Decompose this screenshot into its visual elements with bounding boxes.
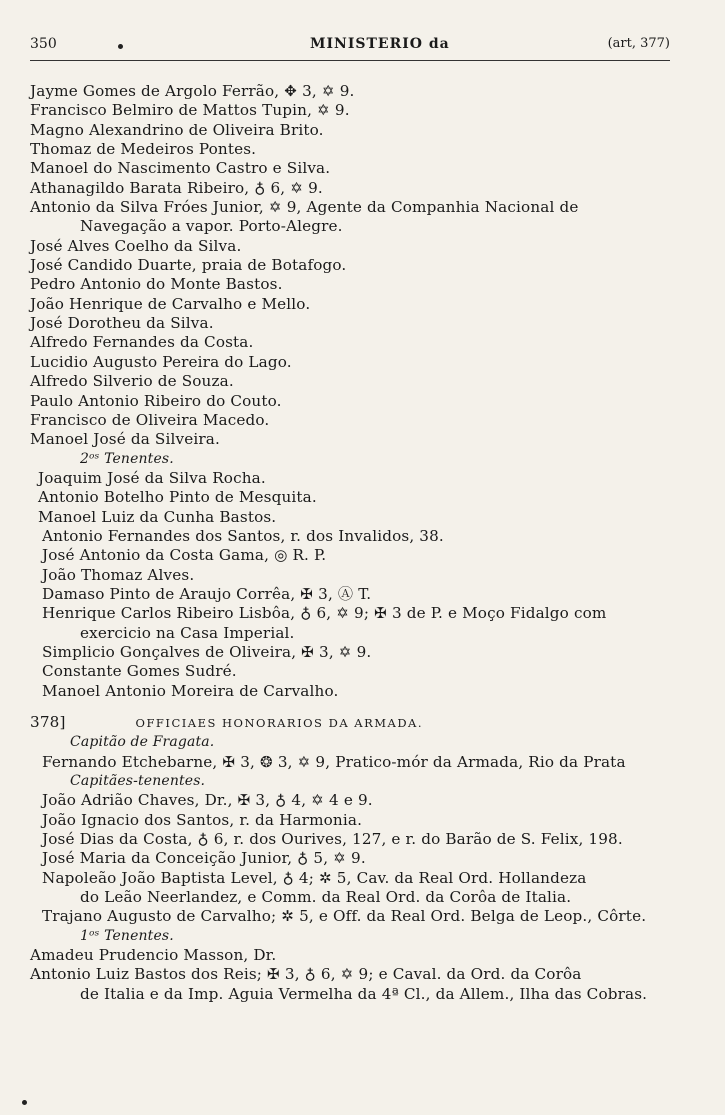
entry-line: Alfredo Silverio de Souza.: [30, 372, 234, 391]
entry-line: Henrique Carlos Ribeiro Lisbôa, ♁ 6, ✡ 9; ✠ 3 de P. e Moço Fidalgo com: [42, 604, 607, 623]
entry-line: João Thomaz Alves.: [42, 565, 195, 584]
entry-line: José Maria da Conceição Junior, ♁ 5, ✡ 9.: [42, 849, 366, 868]
entry-line: José Candido Duarte, praia de Botafogo.: [30, 256, 347, 275]
entry-line: Jayme Gomes de Argolo Ferrão, ✥ 3, ✡ 9.: [30, 82, 355, 100]
entry-line: Paulo Antonio Ribeiro do Couto.: [30, 391, 282, 410]
rank-subheading: Capitães-tenentes.: [70, 773, 206, 790]
entry-line: José Alves Coelho da Silva.: [30, 236, 242, 255]
entry-line: João Adrião Chaves, Dr., ✠ 3, ♁ 4, ✡ 4 e 9.: [42, 791, 373, 810]
entry-line: Antonio da Silva Fróes Junior, ✡ 9, Agente da Companhia Nacional de: [30, 198, 579, 217]
entry-line: Damaso Pinto de Araujo Corrêa, ✠ 3, Ⓐ T.: [42, 584, 372, 603]
entry-line: Joaquim José da Silva Rocha.: [38, 468, 266, 487]
entry-line: Francisco de Oliveira Macedo.: [30, 410, 270, 429]
entry-line: Athanagildo Barata Ribeiro, ♁ 6, ✡ 9.: [30, 178, 323, 197]
entry-line: Trajano Augusto de Carvalho; ✲ 5, e Off. da Real Ord. Belga de Leop., Côrte.: [42, 907, 647, 926]
page-number: 350: [30, 36, 57, 52]
ink-speck: [22, 1100, 27, 1105]
ink-speck: [118, 44, 123, 49]
officer-list-continued: [30, 82, 680, 701]
entry-line: Navegação a vapor. Porto-Alegre.: [80, 217, 343, 236]
entry-line: João Henrique de Carvalho e Mello.: [30, 294, 311, 313]
entry-line: Napoleão João Baptista Level, ♁ 4; ✲ 5, Cav. da Real Ord. Hollandeza: [42, 868, 587, 887]
entry-line: Magno Alexandrino de Oliveira Brito.: [30, 120, 324, 139]
article-reference: (art, 377): [607, 36, 670, 51]
entry-line: Simplicio Gonçalves de Oliveira, ✠ 3, ✡ 9.: [42, 642, 372, 661]
entry-line: Manoel José da Silveira.: [30, 430, 220, 449]
entry-line: Fernando Etchebarne, ✠ 3, ❂ 3, ✡ 9, Pratico-mór da Armada, Rio da Prata: [42, 752, 626, 771]
rank-subheading: 1ᵒˢ Tenentes.: [80, 927, 174, 944]
entry-line: Lucidio Augusto Pereira do Lago.: [30, 352, 292, 371]
entry-line: de Italia e da Imp. Aguia Vermelha da 4ª Cl., da Allem., Ilha das Cobras.: [80, 984, 648, 1003]
entry-line: José Dias da Costa, ♁ 6, r. dos Ourives, 127, e r. do Barão de S. Felix, 198.: [42, 830, 623, 849]
page-header: [30, 36, 670, 61]
entry-line: Alfredo Fernandes da Costa.: [30, 333, 254, 352]
entry-line: Constante Gomes Sudré.: [42, 662, 237, 681]
entry-line: Antonio Luiz Bastos dos Reis; ✠ 3, ♁ 6, ✡ 9; e Caval. da Ord. da Corôa: [30, 965, 582, 984]
section-title: OFFICIAES HONORARIOS DA ARMADA.: [135, 716, 423, 730]
rank-subheading: Capitão de Fragata.: [70, 734, 215, 751]
running-title: MINISTERIO da: [310, 36, 450, 52]
rank-subheading: 2ᵒˢ Tenentes.: [80, 450, 174, 467]
entry-line: José Antonio da Costa Gama, ◎ R. P.: [42, 546, 327, 565]
entry-line: José Dorotheu da Silva.: [30, 314, 214, 333]
entry-line: Manoel Luiz da Cunha Bastos.: [38, 507, 277, 526]
entry-line: Antonio Fernandes dos Santos, r. dos Invalidos, 38.: [42, 526, 444, 545]
body-text: [30, 82, 680, 1004]
entry-line: Antonio Botelho Pinto de Mesquita.: [38, 488, 317, 507]
entry-line: exercicio na Casa Imperial.: [80, 623, 295, 642]
entry-line: João Ignacio dos Santos, r. da Harmonia.: [42, 810, 363, 829]
entry-line: Francisco Belmiro de Mattos Tupin, ✡ 9.: [30, 101, 350, 120]
entry-line: Manoel Antonio Moreira de Carvalho.: [42, 681, 339, 700]
entry-line: Pedro Antonio do Monte Bastos.: [30, 275, 283, 294]
entry-line: Manoel do Nascimento Castro e Silva.: [30, 159, 331, 178]
entry-line: do Leão Neerlandez, e Comm. da Real Ord. da Corôa de Italia.: [80, 888, 572, 907]
section-heading: [30, 713, 680, 733]
section-number: 378]: [30, 713, 66, 731]
honorary-officers-list: [30, 733, 680, 1004]
entry-line: Thomaz de Medeiros Pontes.: [30, 140, 257, 159]
entry-line: Amadeu Prudencio Masson, Dr.: [30, 946, 277, 965]
